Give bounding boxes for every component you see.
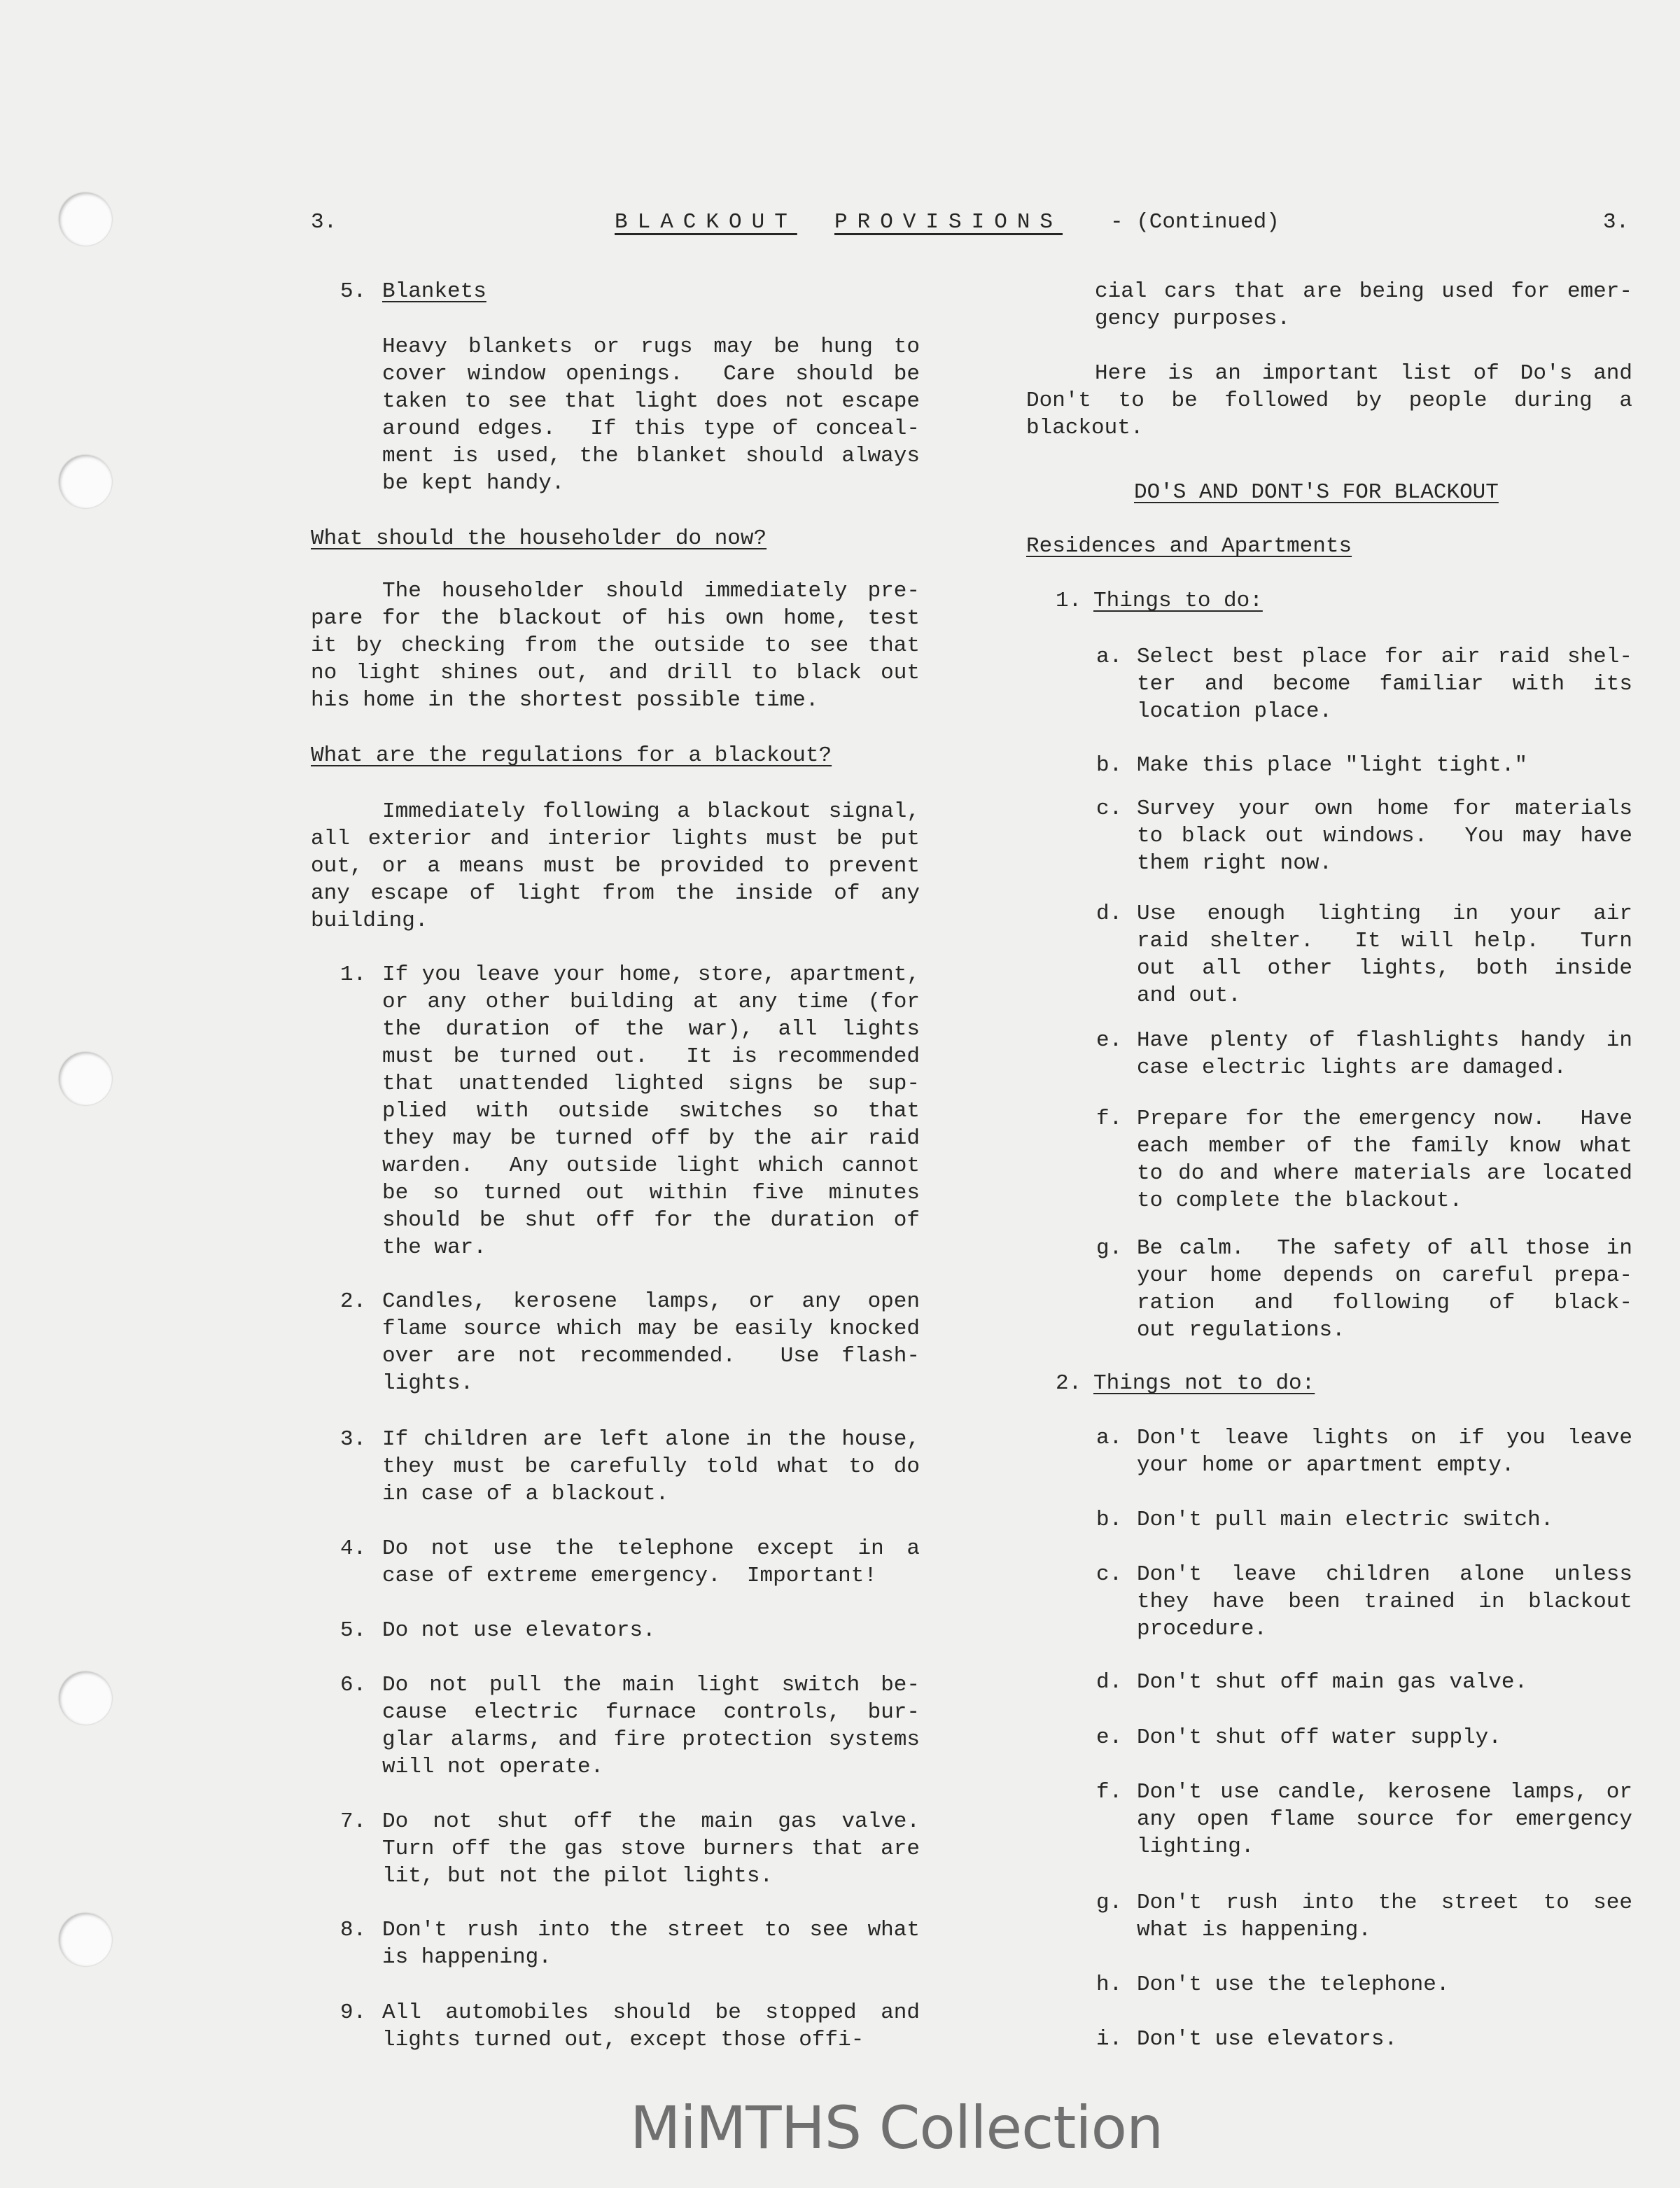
text-line: they have been trained in blackout bbox=[1137, 1590, 1632, 1614]
item-label: i. bbox=[1096, 2027, 1123, 2052]
heading-text: DO'S AND DONT'S FOR BLACKOUT bbox=[1134, 480, 1499, 505]
text-line: Heavy blankets or rugs may be hung to bbox=[382, 335, 920, 359]
text-line: case of extreme emergency. Important! bbox=[382, 1564, 877, 1588]
page-number-right: 3. bbox=[1603, 210, 1630, 234]
text-line: Don't leave lights on if you leave bbox=[1137, 1426, 1632, 1450]
list-item bbox=[1137, 1561, 1632, 1643]
paragraph bbox=[1095, 278, 1632, 332]
text-line: Don't rush into the street to see bbox=[1137, 1891, 1632, 1915]
item-label: 2. bbox=[1056, 1371, 1082, 1396]
text-line: and out. bbox=[1137, 983, 1241, 1008]
list-item bbox=[1137, 2026, 1632, 2053]
text-line: to complete the blackout. bbox=[1137, 1188, 1463, 1213]
item-label: f. bbox=[1096, 1780, 1123, 1804]
item-label: h. bbox=[1096, 1972, 1123, 1997]
text-line: cial cars that are being used for emer- bbox=[1095, 279, 1632, 304]
text-line: Be calm. The safety of all those in bbox=[1137, 1236, 1632, 1261]
text-line: Select best place for air raid shel- bbox=[1137, 645, 1632, 669]
list-item bbox=[1137, 643, 1632, 725]
text-line: Don't leave children alone unless bbox=[1137, 1562, 1632, 1587]
text-line: pare for the blackout of his own home, test bbox=[311, 606, 920, 631]
punch-hole bbox=[59, 192, 112, 246]
item-label: 2. bbox=[340, 1289, 367, 1314]
text-line: around edges. If this type of conceal- bbox=[382, 416, 920, 441]
text-line: Don't pull main electric switch. bbox=[1137, 1508, 1554, 1532]
list-item bbox=[382, 1916, 920, 1971]
text-line: all exterior and interior lights must be put bbox=[311, 827, 920, 851]
text-line: Do not shut off the main gas valve. bbox=[382, 1809, 920, 1834]
paragraph bbox=[311, 577, 920, 714]
list-item bbox=[382, 1617, 920, 1644]
list-item bbox=[382, 1999, 920, 2054]
item-label: 9. bbox=[340, 2000, 367, 2025]
list-item bbox=[1137, 1779, 1632, 1860]
text-line: out all other lights, both inside bbox=[1137, 956, 1632, 981]
text-line: it by checking from the outside to see that bbox=[311, 633, 920, 658]
section-heading bbox=[1093, 587, 1263, 615]
text-line: they may be turned off by the air raid bbox=[382, 1126, 920, 1151]
text-line: case electric lights are damaged. bbox=[1137, 1056, 1567, 1080]
item-label: c. bbox=[1096, 1562, 1123, 1587]
text-line: Survey your own home for materials bbox=[1137, 797, 1632, 821]
text-line: Don't use elevators. bbox=[1137, 2027, 1398, 2052]
item-label: 3. bbox=[340, 1427, 367, 1452]
text-line: plied with outside switches so that bbox=[382, 1099, 920, 1123]
item-label: 1. bbox=[340, 962, 367, 987]
item-label: 6. bbox=[340, 1673, 367, 1697]
text-line: building. bbox=[311, 909, 428, 933]
section-heading bbox=[311, 525, 766, 552]
heading-text: Residences and Apartments bbox=[1026, 534, 1352, 559]
paragraph bbox=[382, 333, 920, 497]
text-line: is happening. bbox=[382, 1945, 552, 1970]
text-line: your home depends on careful prepa- bbox=[1137, 1263, 1632, 1288]
text-line: his home in the shortest possible time. bbox=[311, 688, 819, 713]
text-line: Prepare for the emergency now. Have bbox=[1137, 1107, 1632, 1131]
list-item bbox=[1137, 795, 1632, 877]
list-item bbox=[1137, 1027, 1632, 1081]
text-line: lights. bbox=[382, 1371, 474, 1396]
text-line: ration and following of black- bbox=[1137, 1291, 1632, 1315]
item-label: g. bbox=[1096, 1236, 1123, 1261]
text-line: Immediately following a blackout signal, bbox=[382, 799, 920, 824]
text-line: will not operate. bbox=[382, 1755, 604, 1779]
section-heading bbox=[1026, 533, 1352, 560]
heading-text: What are the regulations for a blackout? bbox=[311, 743, 832, 768]
heading-text: Things to do: bbox=[1093, 589, 1263, 613]
section-heading bbox=[1134, 479, 1499, 506]
item-label: 7. bbox=[340, 1809, 367, 1834]
text-line: out, or a means must be provided to prevent bbox=[311, 854, 920, 878]
text-line: what is happening. bbox=[1137, 1918, 1371, 1942]
list-item bbox=[1137, 1105, 1632, 1214]
list-item bbox=[1137, 1506, 1632, 1534]
text-line: All automobiles should be stopped and bbox=[382, 2000, 920, 2025]
heading-text: Blankets bbox=[382, 279, 486, 304]
text-line: the war. bbox=[382, 1235, 486, 1260]
text-line: cover window openings. Care should be bbox=[382, 362, 920, 386]
title-word-provisions: PROVISIONS bbox=[834, 210, 1063, 234]
item-label: b. bbox=[1096, 753, 1123, 778]
section-heading bbox=[1093, 1370, 1315, 1397]
text-line: cause electric furnace controls, bur- bbox=[382, 1700, 920, 1725]
text-line: Have plenty of flashlights handy in bbox=[1137, 1028, 1632, 1053]
paragraph bbox=[311, 798, 920, 934]
item-label: 4. bbox=[340, 1536, 367, 1561]
text-line: to do and where materials are located bbox=[1137, 1161, 1632, 1186]
text-line: ment is used, the blanket should always bbox=[382, 444, 920, 468]
punch-hole bbox=[59, 455, 112, 508]
text-line: lit, but not the pilot lights. bbox=[382, 1864, 774, 1888]
text-line: Do not use elevators. bbox=[382, 1618, 656, 1643]
text-line: flame source which may be easily knocked bbox=[382, 1317, 920, 1341]
text-line: blackout. bbox=[1026, 416, 1144, 440]
text-line: them right now. bbox=[1137, 851, 1333, 876]
text-line: lighting. bbox=[1137, 1835, 1254, 1859]
text-line: Here is an important list of Do's and bbox=[1095, 361, 1632, 386]
section-heading bbox=[311, 742, 832, 769]
list-item bbox=[1137, 1424, 1632, 1479]
list-item bbox=[1137, 1669, 1632, 1696]
title-word-blackout: BLACKOUT bbox=[615, 210, 797, 234]
section-heading bbox=[382, 278, 486, 305]
text-line: the duration of the war), all lights bbox=[382, 1017, 920, 1042]
text-line: no light shines out, and drill to black out bbox=[311, 661, 920, 685]
text-line: The householder should immediately pre- bbox=[382, 579, 920, 603]
punch-hole bbox=[59, 1671, 112, 1725]
heading-text: What should the householder do now? bbox=[311, 526, 767, 551]
item-label: b. bbox=[1096, 1508, 1123, 1532]
item-label: e. bbox=[1096, 1028, 1123, 1053]
text-line: glar alarms, and fire protection systems bbox=[382, 1727, 920, 1752]
text-line: any escape of light from the inside of any bbox=[311, 881, 920, 906]
list-item bbox=[1137, 1235, 1632, 1344]
item-label: 5. bbox=[340, 279, 367, 304]
text-line: to black out windows. You may have bbox=[1137, 824, 1632, 848]
text-line: that unattended lighted signs be sup- bbox=[382, 1072, 920, 1096]
text-line: gency purposes. bbox=[1095, 307, 1291, 331]
text-line: Don't rush into the street to see what bbox=[382, 1918, 920, 1942]
item-label: c. bbox=[1096, 797, 1123, 821]
list-item bbox=[382, 1671, 920, 1781]
text-line: in case of a blackout. bbox=[382, 1482, 669, 1506]
text-line: your home or apartment empty. bbox=[1137, 1453, 1515, 1478]
punch-hole bbox=[59, 1052, 112, 1105]
text-line: Turn off the gas stove burners that are bbox=[382, 1837, 920, 1861]
list-item bbox=[382, 1288, 920, 1397]
item-label: 8. bbox=[340, 1918, 367, 1942]
item-label: 5. bbox=[340, 1618, 367, 1643]
text-line: each member of the family know what bbox=[1137, 1134, 1632, 1158]
text-line: Don't shut off water supply. bbox=[1137, 1725, 1502, 1750]
page-header bbox=[311, 210, 1632, 238]
list-item bbox=[1137, 900, 1632, 1009]
item-label: a. bbox=[1096, 1426, 1123, 1450]
text-line: be so turned out within five minutes bbox=[382, 1181, 920, 1205]
text-line: must be turned out. It is recommended bbox=[382, 1044, 920, 1069]
text-line: lights turned out, except those offi- bbox=[382, 2028, 864, 2052]
text-line: out regulations. bbox=[1137, 1318, 1345, 1342]
text-line: Use enough lighting in your air bbox=[1137, 902, 1632, 926]
text-line: should be shut off for the duration of bbox=[382, 1208, 920, 1233]
item-label: e. bbox=[1096, 1725, 1123, 1750]
text-line: Do not use the telephone except in a bbox=[382, 1536, 920, 1561]
text-line: Don't use the telephone. bbox=[1137, 1972, 1450, 1997]
page-number-left: 3. bbox=[311, 210, 337, 234]
text-line: If you leave your home, store, apartment, bbox=[382, 962, 920, 987]
item-label: d. bbox=[1096, 902, 1123, 926]
list-item bbox=[382, 961, 920, 1261]
text-line: Make this place "light tight." bbox=[1137, 753, 1528, 778]
text-line: they must be carefully told what to do bbox=[382, 1454, 920, 1479]
text-line: Don't to be followed by people during a bbox=[1026, 388, 1632, 413]
paragraph bbox=[1026, 360, 1632, 442]
punch-hole bbox=[59, 1913, 112, 1966]
list-item bbox=[382, 1535, 920, 1590]
text-line: raid shelter. It will help. Turn bbox=[1137, 929, 1632, 953]
text-line: or any other building at any time (for bbox=[382, 990, 920, 1014]
list-item bbox=[1137, 752, 1632, 779]
text-line: warden. Any outside light which cannot bbox=[382, 1153, 920, 1178]
text-line: any open flame source for emergency bbox=[1137, 1807, 1632, 1832]
heading-text: Things not to do: bbox=[1093, 1371, 1315, 1396]
list-item bbox=[1137, 1889, 1632, 1944]
text-line: If children are left alone in the house, bbox=[382, 1427, 920, 1452]
list-item bbox=[382, 1426, 920, 1508]
text-line: be kept handy. bbox=[382, 471, 565, 496]
text-line: over are not recommended. Use flash- bbox=[382, 1344, 920, 1368]
text-line: procedure. bbox=[1137, 1617, 1268, 1641]
list-item bbox=[1137, 1971, 1632, 1998]
item-label: f. bbox=[1096, 1107, 1123, 1131]
list-item bbox=[382, 1808, 920, 1890]
item-label: g. bbox=[1096, 1891, 1123, 1915]
watermark: MiMTHS Collection bbox=[630, 2094, 1163, 2162]
text-line: location place. bbox=[1137, 699, 1333, 724]
item-label: 1. bbox=[1056, 589, 1082, 613]
text-line: Don't use candle, kerosene lamps, or bbox=[1137, 1780, 1632, 1804]
item-label: d. bbox=[1096, 1670, 1123, 1695]
text-line: Don't shut off main gas valve. bbox=[1137, 1670, 1528, 1695]
item-label: a. bbox=[1096, 645, 1123, 669]
title-continued: - (Continued) bbox=[1110, 210, 1280, 234]
list-item bbox=[1137, 1724, 1632, 1751]
text-line: Do not pull the main light switch be- bbox=[382, 1673, 920, 1697]
text-line: ter and become familiar with its bbox=[1137, 672, 1632, 696]
text-line: taken to see that light does not escape bbox=[382, 389, 920, 414]
text-line: Candles, kerosene lamps, or any open bbox=[382, 1289, 920, 1314]
